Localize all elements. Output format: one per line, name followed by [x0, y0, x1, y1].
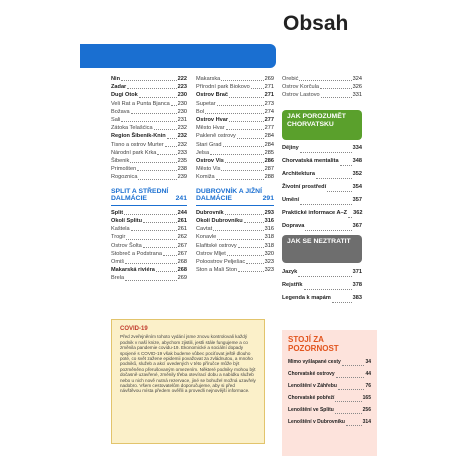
leader-dots	[227, 255, 264, 256]
toc-entry-label: Ostrov Vis	[196, 158, 224, 165]
toc-entry-page: 274	[264, 108, 274, 115]
toc-entry-label: Umění	[282, 197, 300, 203]
toc-entry[interactable]	[111, 100, 187, 108]
highlight-label: Lenoštění ve Splitu	[288, 407, 334, 413]
toc-entry-label: Supetar	[196, 100, 216, 107]
toc-entry-label: Rogoznica	[111, 174, 138, 181]
toc-entry[interactable]	[111, 242, 187, 250]
toc-entry[interactable]	[111, 132, 187, 140]
toc-entry[interactable]	[196, 258, 274, 266]
toc-entry-page: 331	[352, 92, 362, 99]
toc-entry[interactable]	[196, 217, 274, 225]
toc-entry[interactable]	[111, 258, 187, 266]
toc-entry-label: Jazyk	[282, 269, 298, 275]
toc-entry-page: 286	[264, 158, 274, 165]
toc-entry[interactable]	[282, 168, 362, 181]
toc-entry[interactable]	[196, 116, 274, 124]
leader-dots	[327, 191, 352, 192]
leader-dots	[221, 80, 263, 81]
leader-dots	[238, 271, 264, 272]
toc-entry-page: 285	[264, 149, 274, 156]
leader-dots	[348, 217, 352, 218]
toc-entry-label: Split	[111, 209, 124, 216]
toc-entry-page: 383	[352, 295, 362, 301]
toc-entry-label: Praktické informace A–Z	[282, 210, 348, 216]
leader-dots	[299, 80, 351, 81]
leader-dots	[229, 121, 264, 122]
toc-entry[interactable]	[196, 209, 274, 217]
section-rule	[111, 205, 187, 206]
toc-entry[interactable]	[196, 108, 274, 116]
toc-entry[interactable]	[282, 181, 362, 194]
leader-dots	[131, 230, 177, 231]
leader-dots	[340, 165, 352, 166]
leader-dots	[165, 146, 177, 147]
toc-section-heading[interactable]	[111, 188, 187, 203]
highlights-list	[288, 356, 371, 428]
toc-entry[interactable]	[111, 141, 187, 149]
leader-dots	[335, 413, 362, 414]
toc-entry-label: Elafitské ostrovy	[196, 242, 237, 249]
toc-entry-label: Poloostrov Pelješac	[196, 259, 246, 266]
leader-dots	[130, 162, 176, 163]
toc-entry-label: Sali	[111, 117, 121, 124]
leader-dots	[320, 88, 352, 89]
section-title: DUBROVNÍK A JIŽNÍ DALMÁCIE	[196, 187, 262, 203]
toc-entry-page: 268	[177, 267, 187, 274]
leader-dots	[251, 88, 264, 89]
toc-entry-label: Zátoka Telašćica	[111, 125, 153, 132]
leader-dots	[335, 401, 361, 402]
highlight-entry[interactable]	[288, 380, 371, 392]
toc-entry-page: 230	[177, 92, 187, 99]
toc-column-2	[196, 75, 274, 274]
leader-dots	[237, 138, 264, 139]
toc-entry-page: 352	[352, 171, 362, 177]
toc-entry[interactable]	[111, 124, 187, 132]
section-page: 291	[262, 195, 274, 203]
toc-entry-label: Nin	[111, 76, 121, 82]
toc-entry-label: Rejstřík	[282, 282, 303, 288]
leader-dots	[304, 289, 352, 290]
highlight-page: 314	[362, 419, 371, 425]
leader-dots	[246, 263, 264, 264]
toc-entry-label: Tisno a ostrov Murter	[111, 141, 164, 148]
toc-entry[interactable]	[282, 75, 362, 83]
toc-entry-page: 354	[352, 184, 362, 190]
leader-dots	[217, 239, 263, 240]
toc-entry-label: Stari Grad	[196, 141, 222, 148]
toc-entry-label: Božava	[111, 108, 130, 115]
toc-entry-page: 334	[352, 145, 362, 151]
toc-entry-label: Okolí Splitu	[111, 218, 143, 225]
toc-entry-page: 323	[264, 259, 274, 266]
leader-dots	[305, 230, 351, 231]
toc-entry-page: 271	[264, 84, 274, 91]
leader-dots	[167, 138, 177, 139]
leader-dots	[332, 302, 352, 303]
leader-dots	[300, 204, 352, 205]
section-title: SPLIT A STŘEDNÍ DALMÁCIE	[111, 187, 169, 203]
toc-entry-label: Chorvatská mentalita	[282, 158, 339, 164]
toc-entry-label: Zadar	[111, 84, 127, 91]
section-box-understand: JAK POROZUMĚT CHORVATSKU	[282, 110, 362, 140]
toc-entry-page: 320	[264, 250, 274, 257]
leader-dots	[163, 255, 177, 256]
toc-entry[interactable]	[196, 242, 274, 250]
toc-entry[interactable]	[282, 194, 362, 207]
toc-entry-page: 271	[264, 92, 274, 99]
toc-entry-label: Ston a Mali Ston	[196, 267, 238, 274]
leader-dots	[238, 247, 264, 248]
leader-dots	[217, 105, 264, 106]
toc-entry[interactable]	[111, 165, 187, 173]
highlight-page: 44	[365, 371, 371, 377]
covid-note	[111, 319, 265, 444]
toc-entry-page: 261	[177, 226, 187, 233]
toc-entry[interactable]	[196, 266, 274, 274]
toc-entry[interactable]	[282, 292, 362, 305]
leader-dots	[139, 97, 177, 98]
toc-entry-page: 371	[352, 269, 362, 275]
leader-dots	[300, 152, 352, 153]
highlight-label: Mimo vyšlapané cesty	[288, 359, 341, 365]
toc-column-1	[111, 75, 187, 283]
toc-entry-label: Dugi Otok	[111, 92, 138, 99]
toc-entry-page: 267	[177, 242, 187, 249]
highlight-entry[interactable]	[288, 416, 371, 428]
leader-dots	[137, 170, 176, 171]
highlight-entry[interactable]	[288, 392, 371, 404]
toc-entry-page: 232	[177, 141, 187, 148]
toc-entry-page: 378	[352, 282, 362, 288]
leader-dots	[125, 263, 177, 264]
section-box-survival: JAK SE NEZTRATIT	[282, 235, 362, 263]
toc-entry[interactable]	[282, 279, 362, 292]
toc-entry[interactable]	[282, 91, 362, 99]
toc-entry[interactable]	[111, 266, 187, 274]
leader-dots	[127, 88, 176, 89]
toc-entry-page: 324	[352, 76, 362, 82]
leader-dots	[216, 179, 264, 180]
highlight-label: Lenoštění v Záhřebu	[288, 383, 337, 389]
toc-entry-page: 239	[177, 174, 187, 181]
toc-entry-page: 316	[264, 226, 274, 233]
toc-entry-page: 222	[177, 76, 187, 82]
highlight-entry[interactable]	[288, 404, 371, 416]
toc-entry[interactable]	[196, 250, 274, 258]
toc-entry-label: Komiža	[196, 174, 215, 181]
toc-entry-page: 316	[264, 218, 274, 225]
toc-entry-page: 287	[264, 166, 274, 173]
toc-entry-label: Ostrov Korčula	[282, 84, 319, 91]
leader-dots	[223, 146, 264, 147]
toc-entry[interactable]	[111, 217, 187, 225]
toc-entry-page: 273	[264, 100, 274, 107]
leader-dots	[156, 271, 177, 272]
toc-entry-page: 231	[177, 117, 187, 124]
toc-entry-page: 277	[264, 117, 274, 124]
toc-entry-page: 232	[177, 133, 187, 140]
toc-column-3	[282, 75, 362, 100]
toc-entry-label: Orebić	[282, 76, 299, 82]
leader-dots	[121, 121, 176, 122]
leader-dots	[138, 179, 176, 180]
leader-dots	[210, 154, 264, 155]
toc-entry-page: 230	[177, 108, 187, 115]
leader-dots	[321, 97, 352, 98]
toc-entry[interactable]	[111, 233, 187, 241]
highlight-entry[interactable]	[288, 368, 371, 380]
leader-dots	[143, 222, 177, 223]
toc-entry[interactable]	[196, 124, 274, 132]
toc-entry[interactable]	[111, 83, 187, 91]
leader-dots	[124, 214, 177, 215]
toc-entry-page: 223	[177, 84, 187, 91]
highlight-label: Chorvatské ostrovy	[288, 371, 335, 377]
toc-entry-label: Cavtat	[196, 226, 213, 233]
toc-entry-page: 269	[177, 275, 187, 282]
toc-entry-label: Doprava	[282, 223, 305, 229]
leader-dots	[346, 425, 362, 426]
leader-dots	[205, 113, 264, 114]
toc-entry-label: Omiš	[111, 259, 125, 266]
toc-entry-page: 267	[177, 250, 187, 257]
highlight-page: 76	[365, 383, 371, 389]
toc-entry-page: 318	[264, 234, 274, 241]
toc-entry-label: Dubrovník	[196, 209, 224, 216]
toc-column-3-section-2	[282, 142, 362, 233]
toc-entry[interactable]	[282, 220, 362, 233]
toc-entry[interactable]	[111, 250, 187, 258]
toc-entry-label: Makarská riviéra	[111, 267, 155, 274]
toc-entry[interactable]	[196, 225, 274, 233]
toc-entry[interactable]	[282, 83, 362, 91]
toc-entry-label: Město Hvar	[196, 125, 225, 132]
toc-entry[interactable]	[111, 108, 187, 116]
toc-entry[interactable]	[196, 100, 274, 108]
leader-dots	[143, 247, 177, 248]
toc-entry-label: Stobreč a Podstrana	[111, 250, 162, 257]
covid-text: Před zveřejněním tohoto vydání jsme znovu kontrolovali každý podnik v naší knize, abychom zjistili, jestli stále fungujeme a co změnila pandemie covidu-19. Ekonomické a sociální dopady spojené s COVID-19 však budeme vůbec pociťovat ještě dlouho poté, co svět zažene epidemii považovat za zvládnutou, a mnoho podniků, služeb a akcí uvedených v této příručce může být pozměněno přerušovaným omezením. Některé podniky mohou být dočasně uzavřené, změnily třeba otevírací dobu a nabídku služeb nebo u nich nově nutná rezervace, jiné se bohužel možná uzavřely nadobro. Všem cestovatelům doporučujeme, aby si před návštěvou místa předem ověřili a provedli nejnovější informace.	[120, 334, 256, 394]
toc-entry-page: 362	[353, 210, 363, 216]
highlight-page: 165	[362, 395, 371, 401]
toc-entry-label: Šibenik	[111, 158, 130, 165]
toc-entry-label: Kaštela	[111, 226, 130, 233]
toc-entry-label: Město Vis	[196, 166, 221, 173]
toc-entry-label: Národní park Krka	[111, 149, 157, 156]
toc-entry-label: Konavle	[196, 234, 217, 241]
toc-entry[interactable]	[196, 165, 274, 173]
highlight-label: Lenoštění v Dubrovníku	[288, 419, 345, 425]
leader-dots	[244, 222, 264, 223]
leader-dots	[342, 365, 365, 366]
toc-entry-label: Architektura	[282, 171, 315, 177]
toc-entry-label: Primošten	[111, 166, 137, 173]
toc-entry-page: 323	[264, 267, 274, 274]
toc-entry[interactable]	[196, 75, 274, 83]
section-page: 241	[175, 195, 187, 203]
toc-entry-page: 262	[177, 234, 187, 241]
leader-dots	[131, 113, 177, 114]
toc-entry-page: 232	[177, 125, 187, 132]
toc-entry[interactable]	[196, 83, 274, 91]
toc-entry[interactable]	[111, 149, 187, 157]
toc-entry-page: 277	[264, 125, 274, 132]
leader-dots	[229, 97, 264, 98]
toc-entry-label: Ostrov Šolta	[111, 242, 142, 249]
leader-dots	[221, 170, 263, 171]
toc-entry-label: Ostrov Lastovo	[282, 92, 320, 99]
toc-entry-label: Přírodní park Biokovo	[196, 84, 250, 91]
toc-entry-page: 348	[352, 158, 362, 164]
toc-entry[interactable]	[282, 207, 362, 220]
leader-dots	[298, 276, 351, 277]
toc-entry-label: Trogir	[111, 234, 126, 241]
toc-entry[interactable]	[196, 233, 274, 241]
toc-entry-label: Ostrov Brač	[196, 92, 229, 99]
leader-dots	[225, 214, 264, 215]
toc-entry[interactable]	[111, 75, 187, 83]
toc-entry-label: Životní prostředí	[282, 184, 327, 190]
toc-entry[interactable]	[111, 157, 187, 165]
leader-dots	[226, 129, 264, 130]
toc-entry-label: Dějiny	[282, 145, 299, 151]
leader-dots	[126, 239, 176, 240]
toc-entry[interactable]	[196, 132, 274, 140]
toc-entry-page: 357	[352, 197, 362, 203]
toc-entry-label: Legenda k mapám	[282, 295, 331, 301]
toc-entry[interactable]	[282, 266, 362, 279]
toc-entry-page: 268	[177, 259, 187, 266]
toc-entry-label: Ostrov Hvar	[196, 117, 229, 124]
toc-entry-page: 326	[352, 84, 362, 91]
toc-entry-page: 284	[264, 141, 274, 148]
toc-entry-page: 367	[352, 223, 362, 229]
toc-entry[interactable]	[111, 225, 187, 233]
leader-dots	[336, 377, 365, 378]
highlight-page: 256	[362, 407, 371, 413]
leader-dots	[338, 389, 365, 390]
toc-entry-label: Makarska	[196, 76, 221, 82]
toc-entry[interactable]	[196, 91, 274, 99]
toc-entry-label: Jelsa	[196, 149, 210, 156]
toc-entry[interactable]	[282, 155, 362, 168]
toc-entry-label: Brela	[111, 275, 125, 282]
toc-entry-label: Okolí Dubrovníku	[196, 218, 243, 225]
toc-entry[interactable]	[196, 157, 274, 165]
leader-dots	[125, 280, 177, 281]
leader-dots	[213, 230, 263, 231]
page-title: Obsah	[283, 12, 349, 35]
highlight-page: 34	[365, 359, 371, 365]
section-rule	[196, 205, 274, 206]
toc-entry[interactable]	[111, 116, 187, 124]
toc-entry[interactable]	[111, 274, 187, 282]
leader-dots	[121, 80, 177, 81]
toc-entry-label: Pakleně ostrovy	[196, 133, 236, 140]
toc-entry-page: 293	[264, 209, 274, 216]
toc-entry-page: 238	[177, 166, 187, 173]
highlight-entry[interactable]	[288, 356, 371, 368]
toc-entry-page: 269	[264, 76, 274, 82]
toc-entry-label: Ostrov Mljet	[196, 250, 226, 257]
highlight-label: Chorvatské pobřeží	[288, 395, 335, 401]
toc-entry-page: 244	[177, 209, 187, 216]
toc-entry-page: 288	[264, 174, 274, 181]
header-bar	[80, 44, 276, 68]
toc-entry[interactable]	[196, 173, 274, 181]
covid-title: COVID-19	[120, 326, 148, 332]
leader-dots	[154, 129, 177, 130]
toc-entry[interactable]	[196, 149, 274, 157]
toc-entry-page: 235	[177, 158, 187, 165]
toc-entry-page: 261	[177, 218, 187, 225]
toc-entry-page: 318	[264, 242, 274, 249]
toc-entry-page: 230	[177, 100, 187, 107]
toc-entry[interactable]	[111, 173, 187, 181]
toc-entry[interactable]	[282, 142, 362, 155]
toc-section-heading[interactable]	[196, 188, 274, 203]
highlights-title: STOJÍ ZA POZORNOST	[288, 335, 339, 353]
leader-dots	[316, 178, 352, 179]
toc-entry[interactable]	[196, 141, 274, 149]
highlights-box	[282, 330, 377, 456]
leader-dots	[171, 105, 177, 106]
toc-entry-label: Bol	[196, 108, 205, 115]
toc-entry[interactable]	[111, 91, 187, 99]
toc-entry-page: 284	[264, 133, 274, 140]
toc-column-3-section-3	[282, 266, 362, 305]
leader-dots	[157, 154, 176, 155]
leader-dots	[225, 162, 264, 163]
toc-entry-label: Region Šibenik-Knin	[111, 133, 166, 140]
toc-entry-label: Veli Rat a Punta Bjanca	[111, 100, 170, 107]
toc-entry[interactable]	[111, 209, 187, 217]
toc-entry-page: 233	[177, 149, 187, 156]
